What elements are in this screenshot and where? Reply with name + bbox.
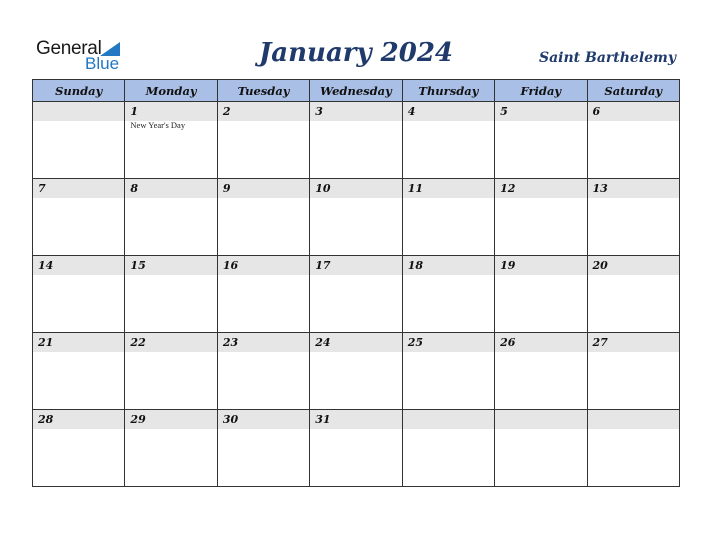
day-cell (310, 102, 402, 179)
weekday-header: Sunday (33, 80, 125, 102)
weekday-header: Saturday (587, 80, 679, 102)
day-cell (495, 410, 587, 487)
day-cell (33, 333, 125, 410)
day-number: 5 (495, 102, 586, 121)
day-cell (495, 256, 587, 333)
day-cell (125, 102, 217, 179)
day-cell (495, 179, 587, 256)
day-cell (310, 410, 402, 487)
calendar-title: January 2024 (258, 38, 454, 68)
day-cell (402, 410, 494, 487)
day-number: 14 (33, 256, 124, 275)
day-cell (587, 102, 679, 179)
day-number: 24 (310, 333, 401, 352)
day-number: 9 (218, 179, 309, 198)
day-cell (310, 256, 402, 333)
day-number: 19 (495, 256, 586, 275)
day-cell (217, 410, 309, 487)
day-number: 23 (218, 333, 309, 352)
day-number: 13 (588, 179, 679, 198)
day-cell (125, 179, 217, 256)
day-cell (402, 256, 494, 333)
day-cell (402, 102, 494, 179)
day-number: 31 (310, 410, 401, 429)
day-cell (402, 333, 494, 410)
day-cell (587, 333, 679, 410)
day-number: 15 (125, 256, 216, 275)
day-number: 3 (310, 102, 401, 121)
day-number: 28 (33, 410, 124, 429)
weekday-header: Friday (495, 80, 587, 102)
holiday-label: New Year's Day (130, 120, 186, 130)
day-number (495, 410, 586, 429)
day-cell (33, 179, 125, 256)
day-cell (587, 410, 679, 487)
day-cell (310, 179, 402, 256)
week-row (33, 410, 680, 487)
day-cell (402, 179, 494, 256)
day-number: 25 (403, 333, 494, 352)
calendar-body (33, 102, 680, 487)
day-number: 8 (125, 179, 216, 198)
day-cell (217, 102, 309, 179)
week-row (33, 333, 680, 410)
weekday-header-row (33, 80, 680, 102)
day-number: 11 (403, 179, 494, 198)
weekday-header: Thursday (402, 80, 494, 102)
day-number: 26 (495, 333, 586, 352)
day-cell (495, 333, 587, 410)
day-number (33, 102, 124, 121)
day-number (588, 410, 679, 429)
day-number: 17 (310, 256, 401, 275)
day-number: 2 (218, 102, 309, 121)
day-number: 1 (125, 102, 216, 121)
week-row (33, 179, 680, 256)
day-cell (587, 256, 679, 333)
brand-logo (36, 38, 136, 74)
logo-general-text: General (36, 38, 102, 59)
day-number: 29 (125, 410, 216, 429)
country-name: Saint Barthelemy (538, 50, 676, 66)
day-number: 7 (33, 179, 124, 198)
day-cell (587, 179, 679, 256)
day-cell (125, 410, 217, 487)
day-number: 27 (588, 333, 679, 352)
day-number: 12 (495, 179, 586, 198)
day-number: 16 (218, 256, 309, 275)
weekday-header: Wednesday (310, 80, 402, 102)
calendar-grid (32, 79, 680, 487)
day-cell (33, 410, 125, 487)
day-number (403, 410, 494, 429)
day-cell (310, 333, 402, 410)
day-cell (495, 102, 587, 179)
day-number: 6 (588, 102, 679, 121)
day-number: 18 (403, 256, 494, 275)
day-cell (125, 333, 217, 410)
day-cell (33, 102, 125, 179)
day-cell (217, 179, 309, 256)
day-cell (217, 256, 309, 333)
day-number: 30 (218, 410, 309, 429)
day-number: 21 (33, 333, 124, 352)
week-row (33, 102, 680, 179)
week-row (33, 256, 680, 333)
day-number: 20 (588, 256, 679, 275)
day-cell (217, 333, 309, 410)
day-cell (125, 256, 217, 333)
weekday-header: Monday (125, 80, 217, 102)
day-number: 4 (403, 102, 494, 121)
day-number: 22 (125, 333, 216, 352)
weekday-header: Tuesday (217, 80, 309, 102)
day-number: 10 (310, 179, 401, 198)
logo-blue-text: Blue (85, 54, 120, 73)
day-cell (33, 256, 125, 333)
